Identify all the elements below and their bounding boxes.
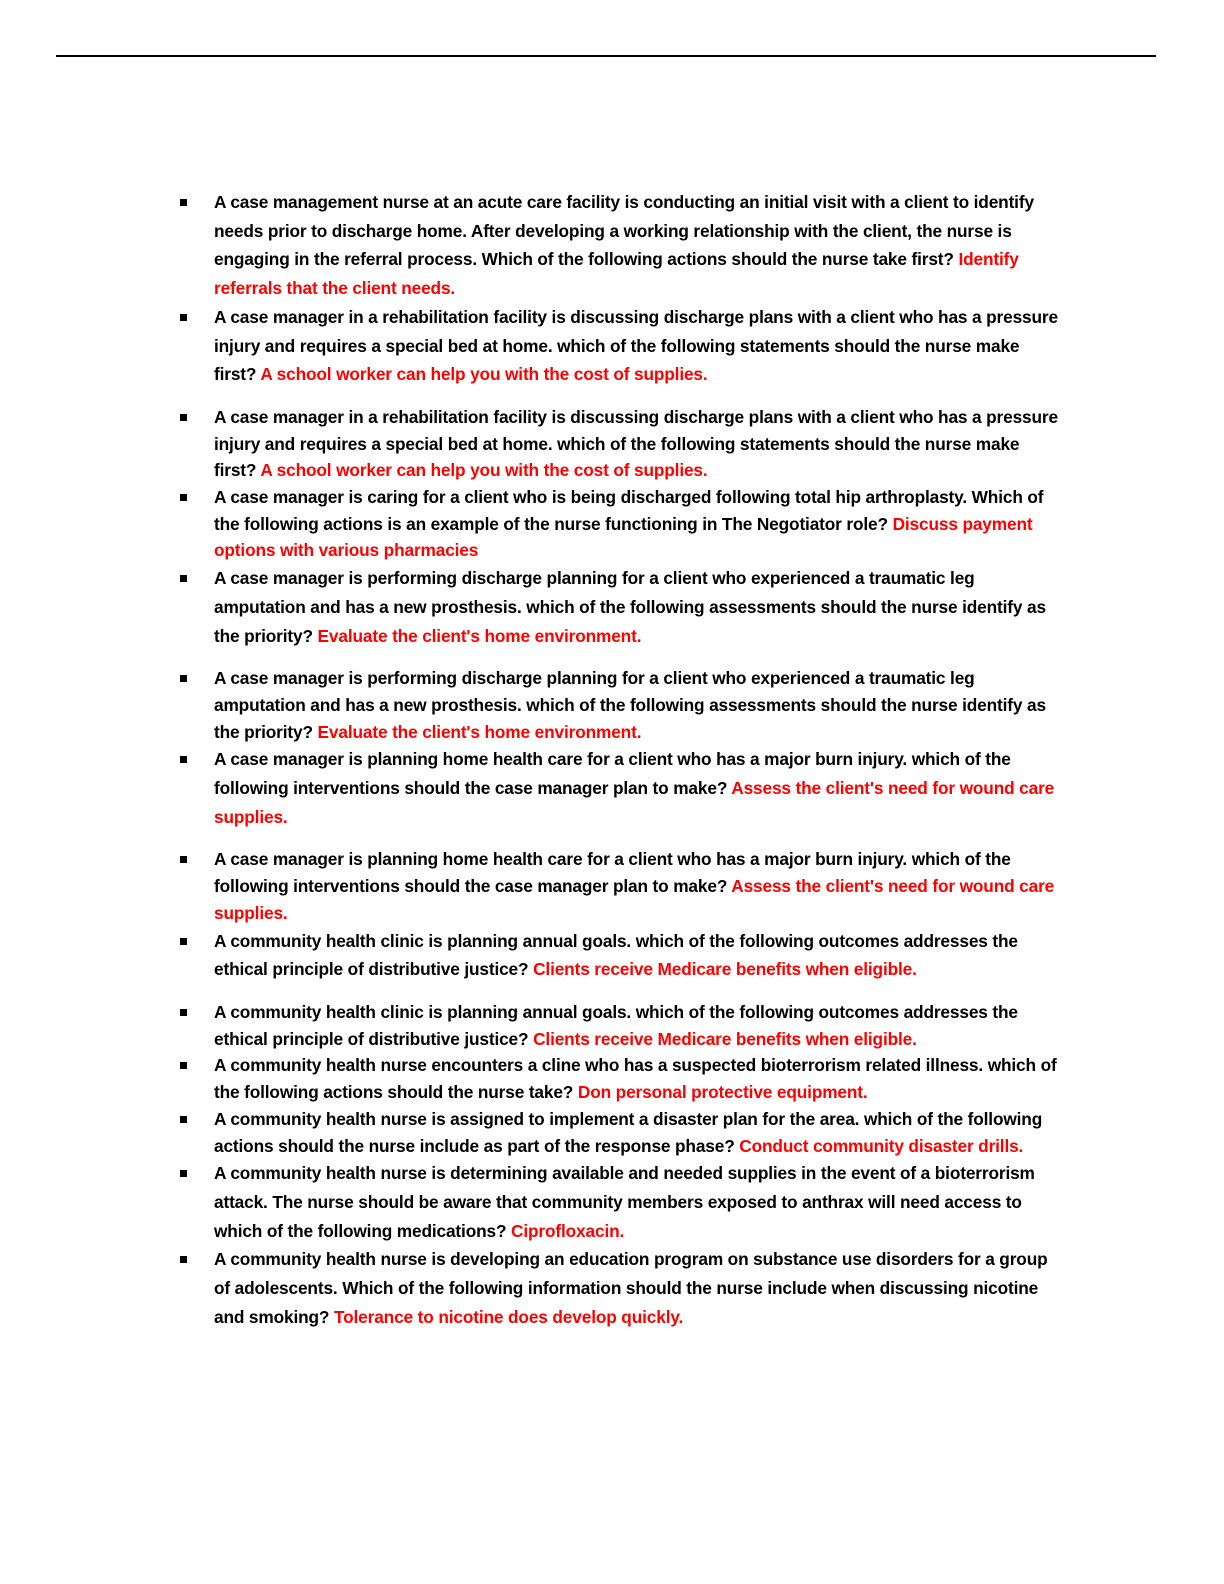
question-text: A case manager is planning home health care for a client who has a major burn injury. which of the following interventions should the case manager plan to make? (214, 749, 1011, 799)
question-text: A case manager in a rehabilitation facility is discussing discharge plans with a client who has a pressure injury and requires a special bed at home. which of the following statements should the nurse make first? (214, 406, 1058, 481)
question-text: A community health clinic is planning annual goals. which of the following outcomes addresses the ethical principle of distributive justice? (214, 1001, 1018, 1049)
answer-text: Identify referrals that the client needs. (214, 249, 1019, 299)
question-text: A case management nurse at an acute care facility is conducting an initial visit with a client to identify needs prior to discharge home. After developing a working relationship with the client, the nurse is engaging in the referral process. Which of the following actions should the nurse take first? (214, 192, 1034, 270)
header-rule (56, 55, 1156, 57)
answer-text: Evaluate the client's home environment. (317, 625, 642, 646)
list-item (178, 665, 1058, 745)
list-item (178, 846, 1058, 926)
answer-text: Assess the client's need for wound care supplies. (214, 778, 1055, 827)
list-item (178, 927, 1058, 984)
question-text: A community health nurse is developing an education program on substance use disorders for a group of adolescents. Which of the following information should the nurse include when discussing nicotine and smoking? (214, 1249, 1048, 1327)
list-item (178, 999, 1058, 1052)
square-bullet-icon (180, 1170, 187, 1177)
answer-text: A school worker can help you with the cost of supplies. (260, 364, 708, 385)
list-item (178, 1106, 1058, 1159)
square-bullet-icon (180, 314, 187, 321)
square-bullet-icon (180, 1256, 187, 1263)
list-item (178, 1159, 1058, 1245)
question-text: A case manager is caring for a client who is being discharged following total hip arthroplasty. Which of the following actions is an example of the nurse functioning in The Negotiator role? (214, 487, 1044, 534)
list-item (178, 303, 1058, 389)
question-text: A community health nurse encounters a cline who has a suspected bioterrorism related illness. which of the following actions should the nurse take? (214, 1055, 1057, 1103)
question-text: A case manager in a rehabilitation facility is discussing discharge plans with a client who has a pressure injury and requires a special bed at home. which of the following statements should the nurse make first? (214, 306, 1058, 385)
answer-text: A school worker can help you with the cost of supplies. (260, 460, 708, 481)
answer-text: Clients receive Medicare benefits when eligible. (533, 959, 917, 980)
question-text: A community health clinic is planning annual goals. which of the following outcomes addresses the ethical principle of distributive justice? (214, 930, 1018, 980)
square-bullet-icon (180, 756, 187, 763)
square-bullet-icon (180, 675, 187, 682)
question-list (178, 188, 1058, 1331)
square-bullet-icon (180, 1009, 187, 1016)
list-item (178, 1052, 1058, 1105)
square-bullet-icon (180, 199, 187, 206)
square-bullet-icon (180, 938, 187, 945)
question-text: A case manager is performing discharge planning for a client who experienced a traumatic leg amputation and has a new prosthesis. which of the following assessments should the nurse identify as the priority? (214, 568, 1046, 646)
square-bullet-icon (180, 856, 187, 863)
question-text: A case manager is performing discharge planning for a client who experienced a traumatic leg amputation and has a new prosthesis. which of the following assessments should the nurse identify as the priority? (214, 668, 1046, 742)
answer-text: Conduct community disaster drills. (739, 1135, 1024, 1156)
square-bullet-icon (180, 1116, 187, 1123)
answer-text: Don personal protective equipment. (577, 1082, 868, 1103)
square-bullet-icon (180, 414, 187, 421)
list-item (178, 484, 1058, 564)
answer-text: Discuss payment options with various pharmacies (214, 513, 1033, 561)
square-bullet-icon (180, 494, 187, 501)
answer-text: Ciprofloxacin. (511, 1220, 625, 1241)
answer-text: Clients receive Medicare benefits when eligible. (533, 1028, 917, 1049)
list-item (178, 404, 1058, 484)
list-item (178, 1245, 1058, 1331)
answer-text: Evaluate the client's home environment. (317, 721, 642, 742)
question-text: A community health nurse is assigned to implement a disaster plan for the area. which of the following actions should the nurse include as part of the response phase? (214, 1108, 1043, 1156)
list-item (178, 188, 1058, 303)
answer-text: Tolerance to nicotine does develop quickly. (334, 1306, 684, 1327)
question-text: A community health nurse is determining available and needed supplies in the event of a bioterrorism attack. The nurse should be aware that community members exposed to anthrax will need access to which of the following medications? (214, 1163, 1035, 1241)
list-item (178, 564, 1058, 650)
question-text: A case manager is planning home health care for a client who has a major burn injury. which of the following interventions should the case manager plan to make? (214, 849, 1011, 897)
list-item (178, 745, 1058, 831)
square-bullet-icon (180, 1062, 187, 1069)
square-bullet-icon (180, 575, 187, 582)
answer-text: Assess the client's need for wound care supplies. (214, 876, 1055, 923)
